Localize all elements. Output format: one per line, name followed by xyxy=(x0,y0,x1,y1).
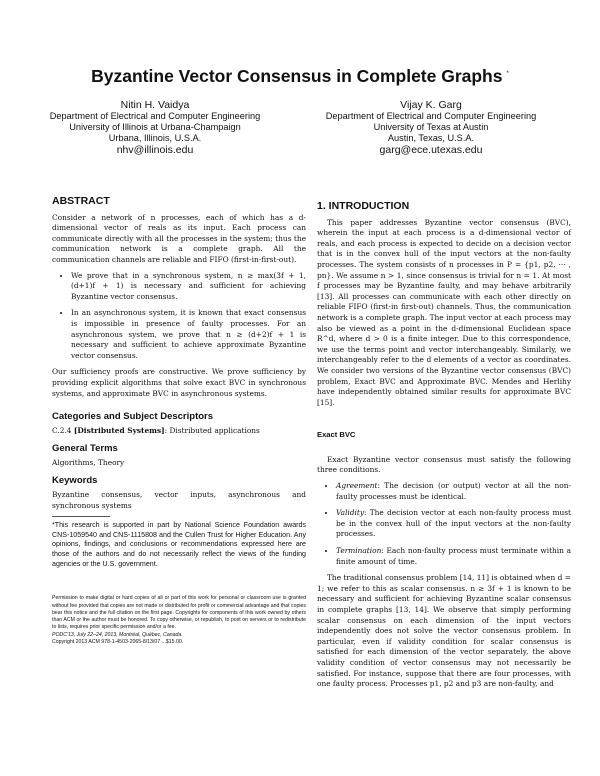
abstract-bullet: • We prove that in a synchronous system, n ≥ max(3f + 1, (d+1)f + 1) is necessary and sufficient for achieving Byzantine vector consensus. xyxy=(71,271,306,303)
author-location: Austin, Texas, U.S.A. xyxy=(387,133,475,143)
copyright-text: Copyright 2013 ACM 978-1-4503-2065-8/13/07 ...$15.00. xyxy=(52,639,184,645)
author-email: garg@ece.utexas.edu xyxy=(379,144,483,156)
title-footnote-mark: * xyxy=(506,71,509,77)
intro-heading: 1. INTRODUCTION xyxy=(317,200,410,212)
paper-title: Byzantine Vector Consensus in Complete Graphs * xyxy=(91,66,509,86)
condition-agreement: • Agreement: The decision (or output) vector at all the non-faulty processes must be identical. xyxy=(336,481,571,502)
categories-heading: Categories and Subject Descriptors xyxy=(52,411,214,423)
author-inst: University of Texas at Austin xyxy=(373,122,489,132)
abstract-paragraph: Our sufficiency proofs are constructive. We prove sufficiency by providing explicit algorithms that solve exact BVC in synchronous systems, and approximate BVC in asynchronous systems. xyxy=(52,367,306,398)
author-name: Vijay K. Garg xyxy=(400,99,462,111)
venue-text: PODC'13, July 22–24, 2013, Montréal, Québec, Canada. xyxy=(52,631,183,638)
right-column xyxy=(317,201,571,690)
keywords-heading: Keywords xyxy=(52,475,98,487)
author-dept: Department of Electrical and Computer Engineering xyxy=(325,111,537,121)
intro-paragraph: This paper addresses Byzantine vector consensus (BVC), wherein the input at each process is a d-dimensional vector of reals, and each process is expected to decide on a decision vector that is in the convex hull of the input vectors at the non-faulty processes. The system consists of n processes in P = {p1, p2, ··· , pn}. We assume n > 1, since consensus is trivial for n = 1. At most f processes may be Byzantine faulty, and may behave arbitrarily [13]. All processes can communicate with each other directly on reliable FIFO (first-in first-out) channels. Thus, the communication network is a complete graph. The input vector at each process may also be viewed as a point in the d-dimensional Euclidean space R^d, where d > 0 is a finite integer. Due to this correspondence, we use the terms point and vector interchangeably. Similarly, we interchangeably refer to the d elements of a vector as coordinates. We consider two versions of the Byzantine vector consensus (BVC) problem, Exact BVC and Approximate BVC. Mendes and Herlihy have independently obtained similar results for approximate BVC [15]. xyxy=(317,217,571,407)
condition-validity: • Validity: The decision vector at each non-faulty process must be in the convex hull of the input vectors at the non-faulty processes. xyxy=(336,508,571,540)
categories-text: C.2.4 [Distributed Systems]: Distributed applications xyxy=(52,425,260,435)
author-name: Nitin H. Vaidya xyxy=(120,99,190,111)
footnote-rule xyxy=(52,516,110,517)
author-email: nhv@illinois.edu xyxy=(116,144,194,156)
author-1 xyxy=(45,99,265,156)
author-inst: University of Illinois at Urbana-Champaign xyxy=(69,122,241,132)
author-dept: Department of Electrical and Computer Engineering xyxy=(49,111,261,121)
author-2 xyxy=(321,99,541,156)
general-terms-text: Algorithms, Theory xyxy=(52,457,125,467)
condition-termination: • Termination: Each non-faulty process must terminate within a finite amount of time. xyxy=(336,546,571,567)
left-column xyxy=(52,196,306,646)
exact-bvc-heading: Exact BVC xyxy=(317,430,356,440)
intro-paragraph: The traditional consensus problem [14, 11] is obtained when d = 1; we refer to this as scalar consensus. n ≥ 3f + 1 is known to be necessary and sufficient for achieving Byzantine scalar consensus in complete graphs [13, 14]. We observe that simply performing scalar consensus on each dimension of the input vectors independently does not solve the vector consensus problem. In particular, even if validity condition for scalar consensus is satisfied for each dimension of the vector separately, the above validity condition of vector consensus may not necessarily be satisfied. For instance, suppose that there are four processes, with one faulty process. Processes p1, p2 and p3 are non-faulty, and xyxy=(317,573,571,689)
abstract-bullet: • In an asynchronous system, it is known that exact consensus is impossible in presence of faulty processes. For an asynchronous system, we prove that n ≥ (d+2)f + 1 is necessary and sufficient to achieve approximate Byzantine vector consensus. xyxy=(71,308,306,361)
general-terms-heading: General Terms xyxy=(52,443,118,455)
abstract-heading: ABSTRACT xyxy=(52,195,110,207)
permission-block xyxy=(52,595,306,646)
abstract-paragraph: Consider a network of n processes, each of which has a d-dimensional vector of reals as its input. Each process can communicate directly with all the processes in the system; thus the communication network is a complete graph. All the communication channels are reliable and FIFO (first-in-first-out). xyxy=(52,212,306,264)
author-location: Urbana, Illinois, U.S.A. xyxy=(108,133,202,143)
footnote: *This research is supported in part by National Science Foundation awards CNS-1059540 and CNS-1115808 and the Cullen Trust for Higher Education. Any opinions, findings, and conclusions or recommendations expressed here are those of the authors and do not necessarily reflect the views of the funding agencies or the U.S. government. xyxy=(52,521,306,568)
keywords-text: Byzantine consensus, vector inputs, asynchronous and synchronous systems xyxy=(52,490,306,510)
exact-bvc-intro: Exact Byzantine vector consensus must satisfy the following three conditions. xyxy=(317,454,571,475)
permission-text: Permission to make digital or hard copies of all or part of this work for personal or classroom use is granted without fee provided that copies are not made or distributed for profit or commercial advantage and that copies bear this notice and the full citation on the first page. Copyrights for components of this work owned by others than ACM or the author must be honored. To copy otherwise, or republish, to post on servers or to redistribute to lists, requires prior specific permission and/or a fee. xyxy=(52,595,306,631)
